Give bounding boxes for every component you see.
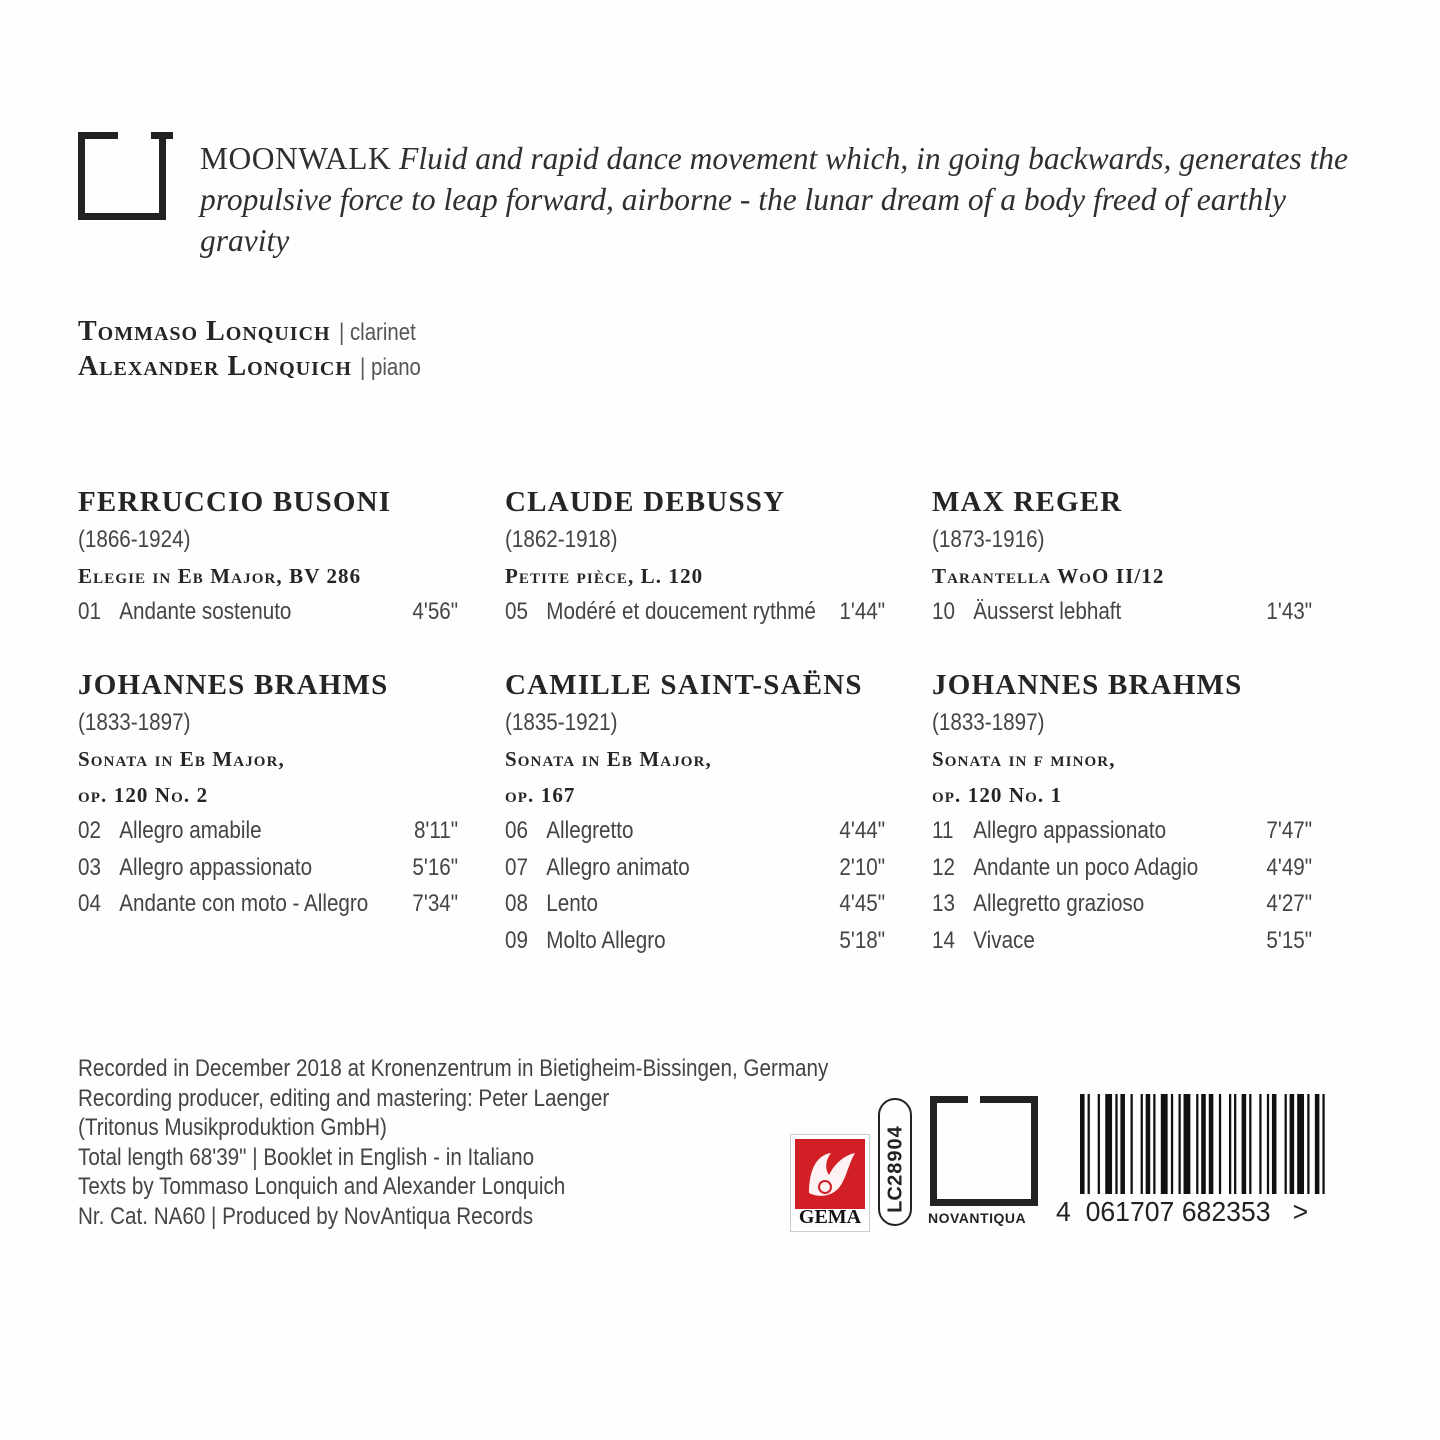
performer-instrument: | piano: [359, 354, 421, 381]
track-title: Allegro amabile: [119, 817, 262, 844]
track-duration: 4'49": [1266, 853, 1313, 881]
track-title: Äusserst lebhaft: [973, 598, 1122, 625]
track-number: 11: [932, 817, 954, 844]
track-duration: 4'45": [839, 890, 886, 917]
track-row: [78, 594, 458, 631]
track-duration: 4'44": [839, 817, 886, 844]
gema-logo: [790, 1134, 870, 1232]
track-number: 10: [932, 598, 955, 625]
track-row: [932, 850, 1312, 887]
work-title: op. 120 No. 2: [78, 783, 209, 807]
novantiqua-logo-icon: [928, 1096, 1038, 1206]
track-title: Andante con moto - Allegro: [119, 890, 369, 917]
composer-dates: (1862-1918): [505, 526, 618, 553]
track-title: Modéré et doucement rythmé: [546, 598, 816, 625]
work-block: [932, 482, 1312, 631]
work-block: [505, 482, 885, 631]
track-title: Andante un poco Adagio: [973, 853, 1199, 881]
barcode-number: 4 061707 682353 >: [1056, 1196, 1309, 1227]
work-title: Sonata in Eb Major,: [78, 747, 285, 771]
track-row: [505, 813, 885, 850]
track-row: [505, 594, 885, 631]
gema-text: GEMA: [798, 1206, 862, 1228]
tagline-line-2: propulsive force to leap forward, airborne - the lunar dream of a body freed of earthly gravity: [200, 182, 1287, 258]
credit-line: Texts by Tommaso Lonquich and Alexander Lonquich: [78, 1173, 566, 1200]
label-name: NOVANTIQUA: [928, 1210, 1027, 1226]
work-block: [932, 665, 1312, 959]
track-title: Allegro appassionato: [973, 817, 1167, 844]
composer-dates: (1866-1924): [78, 526, 191, 553]
track-duration: 2'10": [839, 853, 886, 881]
performer-2: [78, 351, 432, 383]
album-tagline: [200, 138, 1380, 261]
track-title: Allegretto: [546, 817, 634, 844]
album-title: MOONWALK: [200, 141, 392, 176]
track-number: 06: [505, 817, 528, 844]
recording-credits: [78, 1054, 828, 1231]
track-number: 01: [78, 598, 101, 625]
label-code-number: 28904: [884, 1125, 907, 1186]
track-duration: 1'43": [1266, 598, 1313, 625]
label-code: [874, 1096, 918, 1228]
work-block: [78, 665, 458, 923]
composer-dates: (1833-1897): [78, 709, 191, 736]
composer-dates: (1833-1897): [932, 709, 1045, 736]
track-title: Allegro animato: [546, 853, 690, 881]
track-title: Lento: [546, 890, 598, 917]
gema-emblem-icon: [795, 1139, 865, 1209]
track-duration: 4'27": [1266, 890, 1313, 917]
track-row: [932, 923, 1312, 960]
track-duration: 8'11": [413, 817, 459, 844]
track-row: [505, 886, 885, 923]
track-duration: 5'16": [412, 853, 459, 881]
track-number: 08: [505, 890, 528, 917]
track-title: Allegretto grazioso: [973, 890, 1145, 917]
composer-dates: (1835-1921): [505, 709, 618, 736]
performer-name: Alexander Lonquich: [78, 351, 352, 382]
track-duration: 5'15": [1266, 926, 1313, 954]
credit-line: (Tritonus Musikproduktion GmbH): [78, 1114, 387, 1141]
track-row: [505, 923, 885, 960]
track-number: 12: [932, 853, 955, 881]
track-title: Allegro appassionato: [119, 853, 313, 881]
track-duration: 4'56": [412, 598, 459, 625]
track-number: 09: [505, 926, 528, 954]
barcode-icon: [1080, 1094, 1330, 1204]
track-number: 13: [932, 890, 955, 917]
track-duration: 7'34": [412, 890, 459, 917]
track-row: [78, 886, 458, 923]
track-title: Vivace: [973, 926, 1035, 954]
track-duration: 7'47": [1266, 817, 1313, 844]
track-number: 02: [78, 817, 101, 844]
composer-name: CAMILLE SAINT-SAËNS: [505, 669, 863, 701]
performer-1: [78, 316, 429, 348]
track-row: [78, 850, 458, 887]
track-duration: 1'44": [839, 598, 886, 625]
work-title: Petite pièce, L. 120: [505, 564, 704, 588]
performer-instrument: | clarinet: [338, 319, 416, 346]
work-title: op. 167: [505, 783, 576, 807]
work-title: Sonata in f minor,: [932, 747, 1116, 771]
composer-dates: (1873-1916): [932, 526, 1045, 553]
composer-name: MAX REGER: [932, 486, 1123, 518]
credit-line: Total length 68'39" | Booklet in English - in Italiano: [78, 1143, 535, 1171]
composer-name: JOHANNES BRAHMS: [932, 669, 1243, 701]
credit-line: Nr. Cat. NA60 | Produced by NovAntiqua Records: [78, 1202, 534, 1230]
track-duration: 5'18": [839, 926, 886, 954]
work-title: Elegie in Eb Major, BV 286: [78, 564, 362, 588]
track-title: Andante sostenuto: [119, 598, 292, 625]
credit-line: Recording producer, editing and mastering: Peter Laenger: [78, 1084, 610, 1112]
track-title: Molto Allegro: [546, 926, 666, 954]
composer-name: FERRUCCIO BUSONI: [78, 486, 392, 518]
work-title: Sonata in Eb Major,: [505, 747, 712, 771]
track-row: [932, 886, 1312, 923]
label-code-prefix: LC: [884, 1186, 907, 1213]
novantiqua-logo-mark: [78, 132, 166, 220]
credit-line: Recorded in December 2018 at Kronenzentrum in Bietigheim-Bissingen, Germany: [78, 1055, 829, 1082]
track-row: [505, 850, 885, 887]
composer-name: CLAUDE DEBUSSY: [505, 486, 786, 518]
track-number: 07: [505, 853, 528, 881]
tagline-line-1: Fluid and rapid dance movement which, in going backwards, generates the: [399, 141, 1349, 176]
composer-name: JOHANNES BRAHMS: [78, 669, 389, 701]
work-block: [505, 665, 885, 959]
track-row: [932, 594, 1312, 631]
work-title: op. 120 No. 1: [932, 783, 1063, 807]
performer-name: Tommaso Lonquich: [78, 316, 331, 347]
track-number: 14: [932, 926, 955, 954]
work-block: [78, 482, 458, 631]
track-row: [932, 813, 1312, 850]
track-number: 04: [78, 890, 101, 917]
track-row: [78, 813, 458, 850]
track-number: 03: [78, 853, 101, 881]
track-number: 05: [505, 598, 528, 625]
work-title: Tarantella WoO II/12: [932, 564, 1165, 588]
